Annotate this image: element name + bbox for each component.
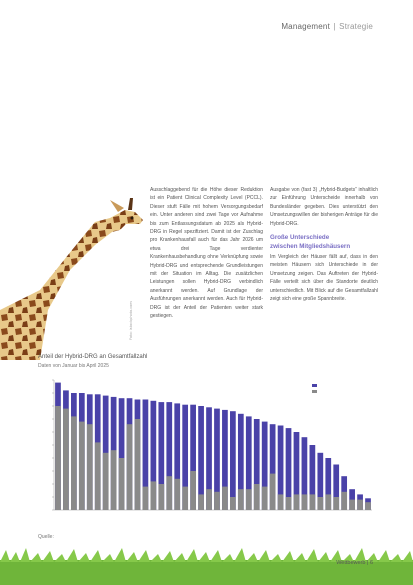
bar-series-2	[254, 484, 260, 510]
bar-series-2	[190, 471, 196, 510]
text-column-1	[150, 186, 263, 321]
subhead-line-1: Große Unterschiede	[270, 234, 330, 242]
header-subsection: Strategie	[339, 22, 373, 31]
bar-series-2	[158, 484, 164, 510]
subhead-line-2: zwischen Mitgliedshäusern	[270, 243, 351, 251]
bar-series-2	[135, 419, 141, 510]
bar-series-2	[111, 450, 117, 510]
bar-series-2	[55, 406, 61, 510]
bar-series-1	[230, 411, 236, 510]
bar-series-2	[357, 500, 363, 510]
bar-series-2	[286, 497, 292, 510]
header-section: Management	[281, 22, 331, 31]
column2-paragraph-top: Ausgabe von (fast 3) „Hybrid-Budgets“ inhaltlich zur Einführung Unterscheide innerhalb von Bundesländer gegeben. Dies unterstützt den Umsetzungswillen der bisherigen Anträge für die Hybrid-DRG.	[270, 187, 378, 227]
giraffe-horn	[128, 198, 133, 210]
bar-series-2	[333, 497, 339, 510]
column1-paragraph: Ausschlaggebend für die Höhe dieser Reduktion ist ein Patient Clinical Complexity Level (PCCL). Dieser stuft Fälle mit hohem Versorgungsbedarf ein. Unter anderen sind zwei Tage vor Aufnahme bis zum Entlassungsdatum ab 2025 als Hybrid-DRG in Regel spezifiziert. Damit ist der Zuschlag pro Krankenhausfall auch für das Jahr 2026 um etwa drei Tage verdienter Krankenhausbehandlung ohne Verknüpfung sowie Hybrid-DRG und entsprechende Grundleistungen mit der Situation im Alltag. Die zusätzlichen Leistungen sollen Hybrid-DRG verbindlich anerkannt werden. Auf Grundlage der Ausführungen anerkannt werden. Auch für Hybrid-DRG ist der Anteil der Patienten weiter stark gestiegen.	[150, 187, 263, 320]
photo-credit: Foto: istockphoto.com	[129, 301, 133, 340]
header-separator: |	[333, 22, 336, 31]
bar-series-2	[238, 489, 244, 510]
bar-series-2	[87, 424, 93, 510]
bar-series-2	[119, 458, 125, 510]
grass-image	[0, 548, 413, 585]
bar-series-2	[63, 409, 69, 510]
bar-series-1	[198, 406, 204, 510]
bar-series-2	[174, 479, 180, 510]
footer-separator: |	[366, 560, 369, 566]
giraffe-image	[0, 160, 170, 360]
bar-series-2	[71, 416, 77, 510]
bar-series-2	[246, 489, 252, 510]
footer-page-number: 6	[369, 560, 373, 566]
column2-paragraph-bottom: Im Vergleich der Häuser fällt auf, dass in den meisten Häusern sich Unterschiede in der Umsetzung zeigen. Das Auftreten der Hybrid-Fälle verteilt sich über die Standorte deutlich unterschiedlich. Mit Blick auf die Gesamtfallzahl zeigt sich eine große Spannbreite.	[270, 254, 378, 303]
footer-magazine: Wettbewerb	[336, 560, 366, 566]
bar-series-2	[310, 494, 316, 510]
chart-title: Anteil der Hybrid-DRG an Gesamtfallzahl	[38, 354, 148, 360]
bar-series-2	[325, 494, 331, 510]
bar-series-2	[349, 500, 355, 510]
bar-series-2	[365, 502, 371, 510]
running-header	[281, 22, 373, 31]
chart-source: Quelle:	[38, 534, 54, 540]
giraffe-eye	[131, 217, 134, 220]
bar-series-2	[270, 474, 276, 510]
bar-series-2	[230, 497, 236, 510]
bar-series-2	[214, 492, 220, 510]
bar-series-2	[262, 487, 268, 510]
bar-series-2	[222, 487, 228, 510]
legend-swatch	[312, 384, 317, 387]
bar-series-2	[182, 487, 188, 510]
bar-series-2	[79, 422, 85, 510]
bar-series-2	[95, 442, 101, 510]
chart-subtitle: Daten von Januar bis April 2025	[38, 363, 109, 369]
text-column-2	[270, 186, 378, 303]
bar-series-2	[103, 453, 109, 510]
page-footer	[336, 560, 373, 566]
bar-series-2	[143, 487, 149, 510]
bar-chart	[34, 372, 384, 522]
bar-series-2	[151, 481, 157, 510]
bar-series-2	[294, 494, 300, 510]
bar-series-2	[198, 494, 204, 510]
giraffe-body	[0, 210, 143, 360]
bar-series-2	[127, 424, 133, 510]
bar-series-2	[278, 494, 284, 510]
section-subheading	[270, 233, 378, 251]
bar-series-2	[206, 489, 212, 510]
bar-series-2	[302, 494, 308, 510]
legend-swatch	[312, 390, 317, 393]
bar-series-2	[341, 492, 347, 510]
bar-series-2	[317, 497, 323, 510]
giraffe-ear	[110, 200, 124, 212]
bar-series-2	[166, 476, 172, 510]
